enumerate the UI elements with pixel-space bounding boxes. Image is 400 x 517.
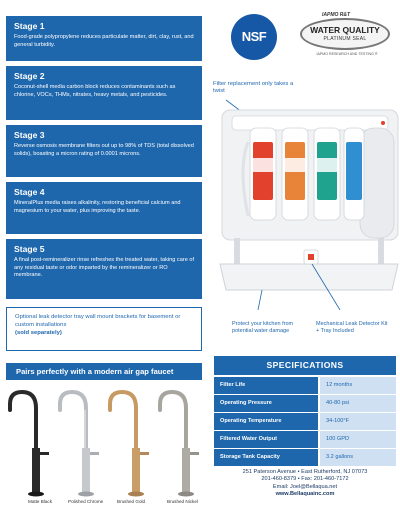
spec-value: 100 GPD: [320, 431, 396, 448]
stage-3-box: [6, 125, 202, 177]
spec-row: [214, 377, 396, 394]
faucet-label-brushed-gold: Brushed Gold: [117, 499, 146, 504]
spec-row: [214, 395, 396, 412]
leak-detector-valve: [308, 254, 314, 260]
contact-block: [214, 469, 396, 499]
stage-2-box: [6, 66, 202, 120]
sold-separately-label: (sold separately): [15, 329, 62, 336]
specifications-header: SPECIFICATIONS: [214, 356, 396, 375]
spec-value: 34-100°F: [320, 413, 396, 430]
polished-chrome-faucet: [60, 392, 99, 497]
faucet-label-matte-black: Matte Black: [28, 499, 52, 504]
seal-main-text: WATER QUALITY: [310, 25, 380, 35]
stage-title: Stage 2: [14, 71, 45, 81]
matte-black-faucet: [10, 392, 49, 497]
stage-title: Stage 4: [14, 187, 45, 197]
stage-1-box: [6, 16, 202, 61]
nsf-logo: NSF: [231, 14, 277, 60]
right-leg: [378, 238, 384, 264]
water-quality-seal: [300, 12, 392, 74]
note-text: Optional leak detector tray wall mount brackets for basement or custom installations: [15, 314, 181, 328]
address: 251 Paterson Avenue • East Rutherford, NJ 07073: [242, 469, 368, 475]
stage-title: Stage 3: [14, 130, 45, 140]
stage-desc: Reverse osmosis membrane filters out up to 98% of TDS (total dissolved solids), boasting a micron rating of 0.0001 microns.: [14, 143, 194, 157]
pointer-line: [258, 290, 262, 310]
filter-cartridges: [250, 128, 364, 220]
faucet-gallery: [6, 386, 206, 508]
filter-replacement-note: Filter replacement only takes a twist: [213, 81, 294, 95]
spec-row: [214, 449, 396, 466]
seal-sub-text: PLATINUM SEAL: [323, 36, 367, 42]
spec-row: [214, 431, 396, 448]
faucet-banner: Pairs perfectly with a modern air gap faucet: [6, 363, 202, 380]
leak-tray: [220, 264, 398, 290]
iapmo-brand: IAPMO R&T: [322, 12, 351, 18]
stage-5-box: [6, 239, 202, 299]
faucet-illustrations: [6, 386, 206, 498]
spec-value: 3.2 gallons: [320, 449, 396, 466]
specifications-table: [214, 377, 396, 467]
leak-detector-caption: Mechanical Leak Detector Kit + Tray Included: [316, 321, 388, 335]
indicator-light: [381, 121, 385, 125]
optional-accessory-note: [6, 307, 202, 351]
spec-row: [214, 413, 396, 430]
seal-arc-text: IAPMO RESEARCH AND TESTING ®: [316, 52, 378, 56]
spec-label: Storage Tank Capacity: [214, 449, 318, 466]
protect-kitchen-caption: Protect your kitchen from potential water damage: [232, 321, 294, 335]
faucet-label-brushed-nickel: Brushed Nickel: [167, 499, 198, 504]
phone-fax: 201-460-8379 • Fax: 201-460-7172: [261, 476, 349, 483]
spec-label: Filter Life: [214, 377, 318, 394]
spec-label: Filtered Water Output: [214, 431, 318, 448]
stage-title: Stage 1: [14, 21, 45, 31]
spec-value: 12 months: [320, 377, 396, 394]
stage-title: Stage 5: [14, 244, 45, 254]
faucet-label-polished-chrome: Polished Chrome: [68, 499, 104, 504]
email[interactable]: Email: Joel@Bellaqua.net: [272, 483, 338, 490]
left-leg: [234, 238, 240, 264]
spec-value: 40-80 psi: [320, 395, 396, 412]
spec-label: Operating Temperature: [214, 413, 318, 430]
ro-system-illustration: [212, 98, 400, 310]
stage-desc: Coconut-shell media carbon block reduces contaminants such as chlorine, VOCs, THMs, nitrates, heavy metals, and pesticides.: [14, 84, 176, 98]
stage-desc: Food-grade polypropylene reduces particulate matter, dirt, clay, rust, and general turbidity.: [14, 34, 194, 48]
stage-4-box: [6, 182, 202, 234]
website-link[interactable]: www.Bellaquainc.com: [275, 491, 335, 498]
stage-desc: A final post-remineralizer rinse refreshes the treated water, taking care of any residual taste or odor imparted by the remineralizer or RO membrane.: [14, 257, 195, 279]
brushed-gold-faucet: [110, 392, 149, 497]
brushed-nickel-faucet: [160, 392, 199, 497]
stage-desc: MineralPlus media raises alkalinity, restoring beneficial calcium and magnesium to your water, plus improving the taste.: [14, 200, 181, 214]
seal-ring: [300, 18, 390, 50]
storage-tank: [360, 128, 394, 238]
spec-label: Operating Pressure: [214, 395, 318, 412]
